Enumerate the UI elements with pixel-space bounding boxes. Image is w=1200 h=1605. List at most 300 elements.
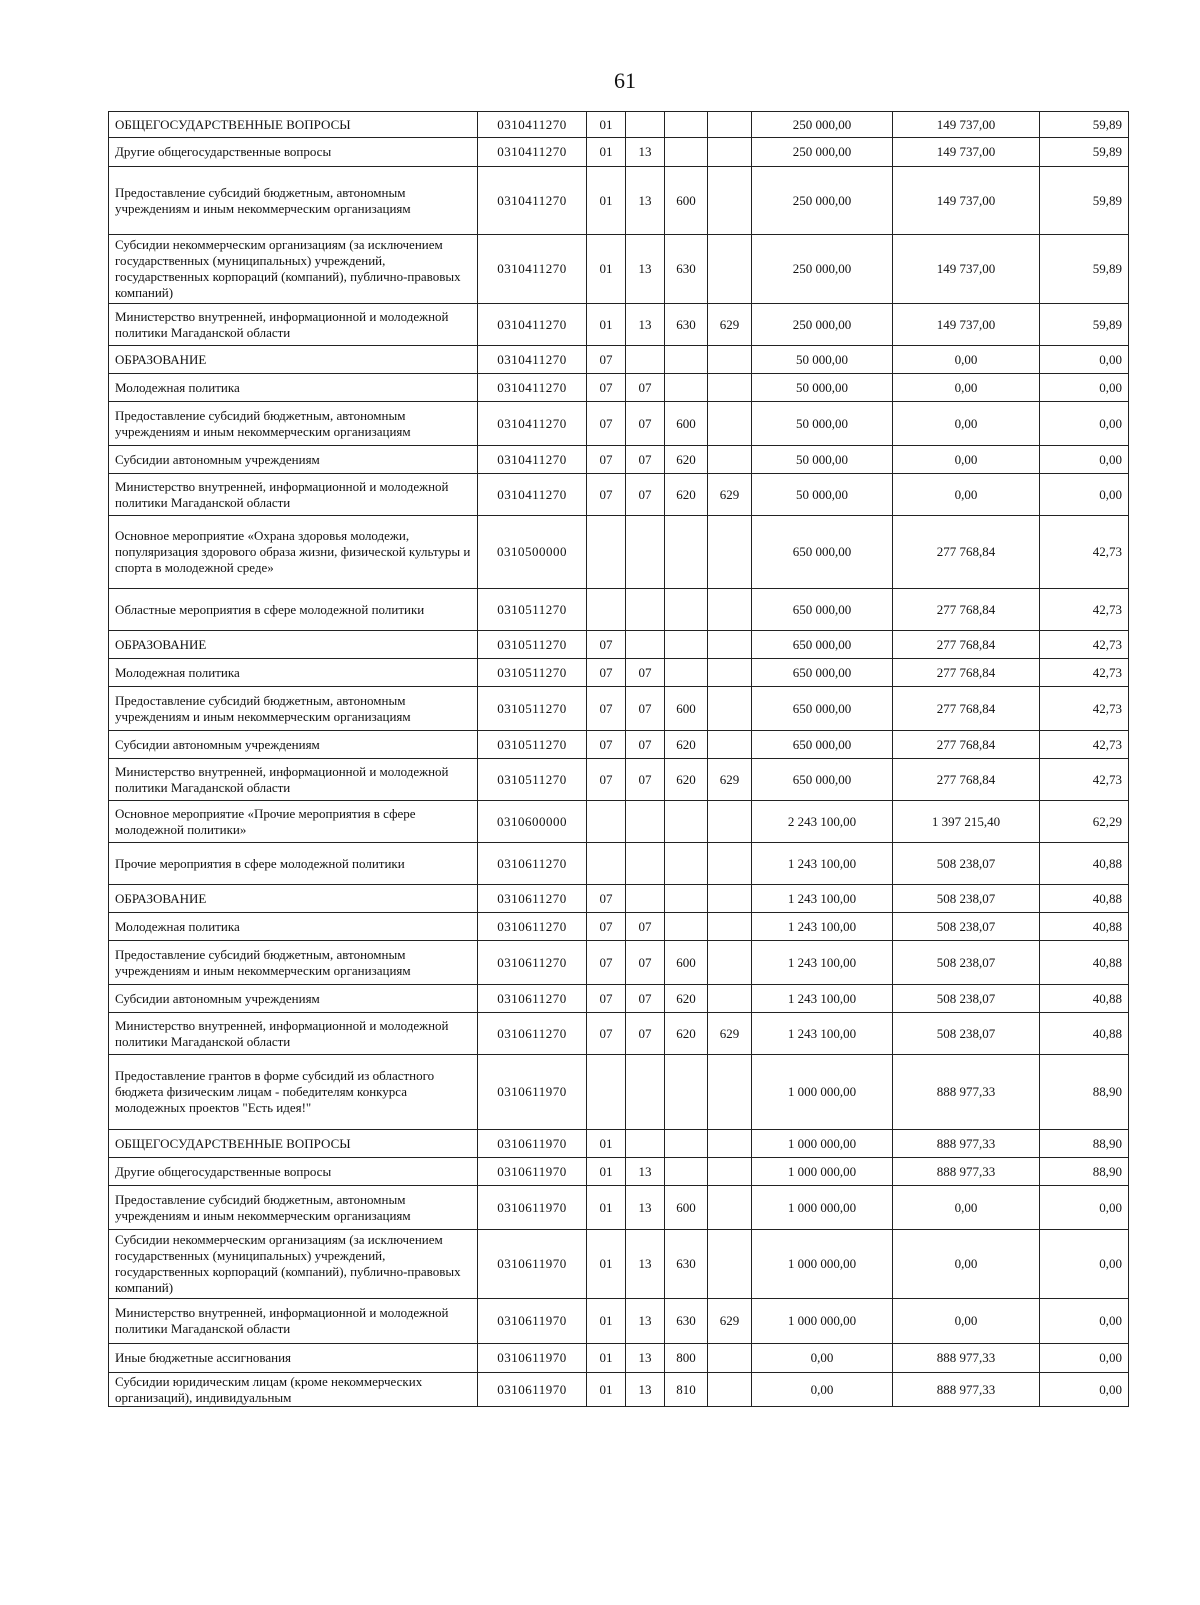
row-name-cell: Субсидии некоммерческим организациям (за исключением государственных (муниципальных) учреждений, государственных корпораций (компаний), публично-правовых компаний): [109, 1230, 478, 1299]
subsection-code-cell: 07: [626, 985, 665, 1013]
table-row: [109, 346, 1129, 374]
section-code-cell: 01: [587, 1299, 626, 1344]
expense-type-cell: 600: [665, 402, 708, 446]
target-article-code-cell: 0310411270: [478, 374, 587, 402]
row-name-cell: Другие общегосударственные вопросы: [109, 138, 478, 167]
execution-percent-cell: 42,73: [1040, 687, 1129, 731]
target-article-code-cell: 0310611270: [478, 843, 587, 885]
target-article-code-cell: 0310511270: [478, 731, 587, 759]
row-name-cell: ОБРАЗОВАНИЕ: [109, 346, 478, 374]
subsection-code-cell: [626, 516, 665, 589]
planned-amount-cell: 650 000,00: [752, 759, 893, 801]
executed-amount-cell: 277 768,84: [893, 516, 1040, 589]
planned-amount-cell: 2 243 100,00: [752, 801, 893, 843]
subsection-code-cell: [626, 631, 665, 659]
section-code-cell: [587, 1055, 626, 1130]
section-code-cell: [587, 801, 626, 843]
target-article-code-cell: 0310611270: [478, 885, 587, 913]
execution-percent-cell: 59,89: [1040, 138, 1129, 167]
table-row: [109, 659, 1129, 687]
table-row: [109, 1230, 1129, 1299]
section-code-cell: 07: [587, 346, 626, 374]
row-name-cell: Субсидии автономным учреждениям: [109, 446, 478, 474]
row-name-cell: ОБРАЗОВАНИЕ: [109, 885, 478, 913]
expense-type-cell: 800: [665, 1344, 708, 1373]
target-article-code-cell: 0310411270: [478, 304, 587, 346]
section-code-cell: 01: [587, 1230, 626, 1299]
administrator-code-cell: [708, 516, 752, 589]
table-row: [109, 516, 1129, 589]
execution-percent-cell: 59,89: [1040, 235, 1129, 304]
row-name-cell: ОБЩЕГОСУДАРСТВЕННЫЕ ВОПРОСЫ: [109, 1130, 478, 1158]
expense-type-cell: [665, 631, 708, 659]
subsection-code-cell: 07: [626, 1013, 665, 1055]
row-name-cell: Субсидии автономным учреждениям: [109, 731, 478, 759]
target-article-code-cell: 0310611270: [478, 941, 587, 985]
executed-amount-cell: 277 768,84: [893, 589, 1040, 631]
execution-percent-cell: 0,00: [1040, 1186, 1129, 1230]
subsection-code-cell: 13: [626, 1230, 665, 1299]
table-row: [109, 589, 1129, 631]
expense-type-cell: 630: [665, 235, 708, 304]
row-name-cell: Другие общегосударственные вопросы: [109, 1158, 478, 1186]
administrator-code-cell: [708, 112, 752, 138]
administrator-code-cell: 629: [708, 304, 752, 346]
executed-amount-cell: 508 238,07: [893, 843, 1040, 885]
section-code-cell: 07: [587, 659, 626, 687]
expense-type-cell: [665, 1158, 708, 1186]
administrator-code-cell: [708, 801, 752, 843]
administrator-code-cell: [708, 731, 752, 759]
row-name-cell: Субсидии некоммерческим организациям (за исключением государственных (муниципальных) учреждений, государственных корпораций (компаний), публично-правовых компаний): [109, 235, 478, 304]
section-code-cell: 07: [587, 885, 626, 913]
table-row: [109, 304, 1129, 346]
executed-amount-cell: 0,00: [893, 1186, 1040, 1230]
executed-amount-cell: 888 977,33: [893, 1055, 1040, 1130]
subsection-code-cell: [626, 885, 665, 913]
expense-type-cell: 620: [665, 759, 708, 801]
administrator-code-cell: [708, 138, 752, 167]
row-name-cell: Предоставление субсидий бюджетным, автономным учреждениям и иным некоммерческим организациям: [109, 1186, 478, 1230]
expense-type-cell: [665, 659, 708, 687]
executed-amount-cell: 508 238,07: [893, 985, 1040, 1013]
administrator-code-cell: 629: [708, 759, 752, 801]
target-article-code-cell: 0310411270: [478, 474, 587, 516]
execution-percent-cell: 88,90: [1040, 1055, 1129, 1130]
execution-percent-cell: 42,73: [1040, 759, 1129, 801]
subsection-code-cell: [626, 589, 665, 631]
execution-percent-cell: 40,88: [1040, 913, 1129, 941]
execution-percent-cell: 42,73: [1040, 659, 1129, 687]
subsection-code-cell: 07: [626, 402, 665, 446]
subsection-code-cell: 07: [626, 941, 665, 985]
expense-type-cell: [665, 1130, 708, 1158]
row-name-cell: Прочие мероприятия в сфере молодежной политики: [109, 843, 478, 885]
table-row: [109, 474, 1129, 516]
row-name-cell: Министерство внутренней, информационной и молодежной политики Магаданской области: [109, 759, 478, 801]
executed-amount-cell: 277 768,84: [893, 731, 1040, 759]
planned-amount-cell: 1 000 000,00: [752, 1130, 893, 1158]
execution-percent-cell: 88,90: [1040, 1158, 1129, 1186]
expense-type-cell: 620: [665, 1013, 708, 1055]
target-article-code-cell: 0310611270: [478, 913, 587, 941]
planned-amount-cell: 1 243 100,00: [752, 941, 893, 985]
section-code-cell: 07: [587, 985, 626, 1013]
administrator-code-cell: [708, 1373, 752, 1407]
subsection-code-cell: [626, 801, 665, 843]
planned-amount-cell: 1 000 000,00: [752, 1055, 893, 1130]
target-article-code-cell: 0310611270: [478, 985, 587, 1013]
subsection-code-cell: 07: [626, 374, 665, 402]
executed-amount-cell: 0,00: [893, 1299, 1040, 1344]
section-code-cell: 01: [587, 304, 626, 346]
executed-amount-cell: 0,00: [893, 402, 1040, 446]
planned-amount-cell: 250 000,00: [752, 235, 893, 304]
table-row: [109, 843, 1129, 885]
table-row: [109, 167, 1129, 235]
expense-type-cell: 620: [665, 446, 708, 474]
executed-amount-cell: 149 737,00: [893, 235, 1040, 304]
planned-amount-cell: 50 000,00: [752, 374, 893, 402]
section-code-cell: 07: [587, 374, 626, 402]
section-code-cell: [587, 516, 626, 589]
table-row: [109, 402, 1129, 446]
planned-amount-cell: 50 000,00: [752, 474, 893, 516]
target-article-code-cell: 0310511270: [478, 589, 587, 631]
table-row: [109, 759, 1129, 801]
administrator-code-cell: 629: [708, 1013, 752, 1055]
executed-amount-cell: 888 977,33: [893, 1130, 1040, 1158]
page-number: 61: [614, 68, 636, 93]
row-name-cell: Предоставление субсидий бюджетным, автономным учреждениям и иным некоммерческим организациям: [109, 687, 478, 731]
target-article-code-cell: 0310611970: [478, 1130, 587, 1158]
target-article-code-cell: 0310611970: [478, 1344, 587, 1373]
section-code-cell: 07: [587, 474, 626, 516]
subsection-code-cell: 13: [626, 235, 665, 304]
execution-percent-cell: 62,29: [1040, 801, 1129, 843]
expense-type-cell: 600: [665, 687, 708, 731]
target-article-code-cell: 0310611970: [478, 1055, 587, 1130]
executed-amount-cell: 508 238,07: [893, 885, 1040, 913]
section-code-cell: 01: [587, 138, 626, 167]
section-code-cell: 01: [587, 1344, 626, 1373]
row-name-cell: Предоставление грантов в форме субсидий из областного бюджета физическим лицам - победителям конкурса молодежных проектов "Есть идея!": [109, 1055, 478, 1130]
table-row: [109, 631, 1129, 659]
execution-percent-cell: 0,00: [1040, 374, 1129, 402]
expense-type-cell: 600: [665, 941, 708, 985]
executed-amount-cell: 0,00: [893, 374, 1040, 402]
executed-amount-cell: 149 737,00: [893, 304, 1040, 346]
row-name-cell: Министерство внутренней, информационной и молодежной политики Магаданской области: [109, 1299, 478, 1344]
execution-percent-cell: 59,89: [1040, 304, 1129, 346]
table-row: [109, 1186, 1129, 1230]
execution-percent-cell: 59,89: [1040, 167, 1129, 235]
expense-type-cell: 810: [665, 1373, 708, 1407]
planned-amount-cell: 0,00: [752, 1373, 893, 1407]
section-code-cell: 07: [587, 687, 626, 731]
executed-amount-cell: 277 768,84: [893, 687, 1040, 731]
execution-percent-cell: 42,73: [1040, 731, 1129, 759]
planned-amount-cell: 650 000,00: [752, 687, 893, 731]
subsection-code-cell: 07: [626, 474, 665, 516]
administrator-code-cell: [708, 687, 752, 731]
table-row: [109, 446, 1129, 474]
subsection-code-cell: 07: [626, 659, 665, 687]
planned-amount-cell: 1 243 100,00: [752, 885, 893, 913]
administrator-code-cell: [708, 985, 752, 1013]
executed-amount-cell: 149 737,00: [893, 138, 1040, 167]
administrator-code-cell: 629: [708, 474, 752, 516]
table-row: [109, 1055, 1129, 1130]
planned-amount-cell: 50 000,00: [752, 402, 893, 446]
executed-amount-cell: 0,00: [893, 474, 1040, 516]
row-name-cell: Молодежная политика: [109, 374, 478, 402]
target-article-code-cell: 0310611970: [478, 1373, 587, 1407]
target-article-code-cell: 0310511270: [478, 659, 587, 687]
execution-percent-cell: 40,88: [1040, 1013, 1129, 1055]
subsection-code-cell: 13: [626, 304, 665, 346]
target-article-code-cell: 0310411270: [478, 138, 587, 167]
execution-percent-cell: 0,00: [1040, 1373, 1129, 1407]
administrator-code-cell: [708, 913, 752, 941]
expense-type-cell: 600: [665, 1186, 708, 1230]
executed-amount-cell: 508 238,07: [893, 941, 1040, 985]
executed-amount-cell: 0,00: [893, 446, 1040, 474]
administrator-code-cell: [708, 631, 752, 659]
execution-percent-cell: 0,00: [1040, 474, 1129, 516]
expense-type-cell: [665, 885, 708, 913]
execution-percent-cell: 0,00: [1040, 346, 1129, 374]
executed-amount-cell: 277 768,84: [893, 631, 1040, 659]
table-row: [109, 801, 1129, 843]
administrator-code-cell: [708, 941, 752, 985]
section-code-cell: 01: [587, 112, 626, 138]
planned-amount-cell: 1 000 000,00: [752, 1186, 893, 1230]
administrator-code-cell: [708, 589, 752, 631]
subsection-code-cell: 13: [626, 138, 665, 167]
planned-amount-cell: 1 000 000,00: [752, 1230, 893, 1299]
administrator-code-cell: [708, 1230, 752, 1299]
target-article-code-cell: 0310611970: [478, 1186, 587, 1230]
planned-amount-cell: 50 000,00: [752, 446, 893, 474]
row-name-cell: Основное мероприятие «Прочие мероприятия в сфере молодежной политики»: [109, 801, 478, 843]
subsection-code-cell: 07: [626, 759, 665, 801]
target-article-code-cell: 0310611970: [478, 1230, 587, 1299]
row-name-cell: Молодежная политика: [109, 913, 478, 941]
expense-type-cell: 620: [665, 731, 708, 759]
row-name-cell: ОБРАЗОВАНИЕ: [109, 631, 478, 659]
planned-amount-cell: 1 243 100,00: [752, 843, 893, 885]
execution-percent-cell: 59,89: [1040, 112, 1129, 138]
subsection-code-cell: 07: [626, 687, 665, 731]
execution-percent-cell: 0,00: [1040, 446, 1129, 474]
section-code-cell: 01: [587, 235, 626, 304]
planned-amount-cell: 650 000,00: [752, 731, 893, 759]
table-row: [109, 885, 1129, 913]
table-row: [109, 913, 1129, 941]
planned-amount-cell: 650 000,00: [752, 631, 893, 659]
subsection-code-cell: [626, 112, 665, 138]
planned-amount-cell: 1 243 100,00: [752, 985, 893, 1013]
target-article-code-cell: 0310411270: [478, 402, 587, 446]
section-code-cell: 01: [587, 1158, 626, 1186]
target-article-code-cell: 0310611270: [478, 1013, 587, 1055]
planned-amount-cell: 650 000,00: [752, 589, 893, 631]
planned-amount-cell: 0,00: [752, 1344, 893, 1373]
planned-amount-cell: 250 000,00: [752, 304, 893, 346]
row-name-cell: Областные мероприятия в сфере молодежной политики: [109, 589, 478, 631]
executed-amount-cell: 0,00: [893, 1230, 1040, 1299]
execution-percent-cell: 40,88: [1040, 885, 1129, 913]
executed-amount-cell: 508 238,07: [893, 1013, 1040, 1055]
target-article-code-cell: 0310511270: [478, 759, 587, 801]
expense-type-cell: [665, 346, 708, 374]
subsection-code-cell: 07: [626, 731, 665, 759]
section-code-cell: 07: [587, 913, 626, 941]
table-row: [109, 985, 1129, 1013]
subsection-code-cell: 13: [626, 1299, 665, 1344]
target-article-code-cell: 0310411270: [478, 112, 587, 138]
row-name-cell: Основное мероприятие «Охрана здоровья молодежи, популяризация здорового образа жизни, физической культуры и спорта в молодежной среде»: [109, 516, 478, 589]
expense-type-cell: [665, 374, 708, 402]
expense-type-cell: [665, 913, 708, 941]
execution-percent-cell: 40,88: [1040, 843, 1129, 885]
row-name-cell: ОБЩЕГОСУДАРСТВЕННЫЕ ВОПРОСЫ: [109, 112, 478, 138]
administrator-code-cell: [708, 885, 752, 913]
subsection-code-cell: [626, 843, 665, 885]
table-body: [109, 112, 1129, 1407]
administrator-code-cell: [708, 1344, 752, 1373]
expense-type-cell: 630: [665, 1299, 708, 1344]
administrator-code-cell: [708, 659, 752, 687]
section-code-cell: 07: [587, 1013, 626, 1055]
planned-amount-cell: 1 000 000,00: [752, 1299, 893, 1344]
section-code-cell: 07: [587, 941, 626, 985]
target-article-code-cell: 0310500000: [478, 516, 587, 589]
row-name-cell: Предоставление субсидий бюджетным, автономным учреждениям и иным некоммерческим организациям: [109, 402, 478, 446]
subsection-code-cell: [626, 1130, 665, 1158]
expense-type-cell: 630: [665, 1230, 708, 1299]
planned-amount-cell: 1 243 100,00: [752, 1013, 893, 1055]
budget-table-container: [108, 111, 1129, 1407]
subsection-code-cell: [626, 346, 665, 374]
subsection-code-cell: 13: [626, 167, 665, 235]
administrator-code-cell: 629: [708, 1299, 752, 1344]
table-row: [109, 731, 1129, 759]
section-code-cell: 07: [587, 731, 626, 759]
execution-percent-cell: 0,00: [1040, 1344, 1129, 1373]
execution-percent-cell: 40,88: [1040, 985, 1129, 1013]
row-name-cell: Предоставление субсидий бюджетным, автономным учреждениям и иным некоммерческим организациям: [109, 941, 478, 985]
target-article-code-cell: 0310411270: [478, 346, 587, 374]
administrator-code-cell: [708, 1186, 752, 1230]
section-code-cell: 01: [587, 1130, 626, 1158]
row-name-cell: Министерство внутренней, информационной и молодежной политики Магаданской области: [109, 304, 478, 346]
planned-amount-cell: 1 243 100,00: [752, 913, 893, 941]
table-row: [109, 1373, 1129, 1407]
expense-type-cell: [665, 1055, 708, 1130]
row-name-cell: Министерство внутренней, информационной и молодежной политики Магаданской области: [109, 474, 478, 516]
administrator-code-cell: [708, 1055, 752, 1130]
executed-amount-cell: 149 737,00: [893, 112, 1040, 138]
target-article-code-cell: 0310600000: [478, 801, 587, 843]
administrator-code-cell: [708, 402, 752, 446]
row-name-cell: Министерство внутренней, информационной и молодежной политики Магаданской области: [109, 1013, 478, 1055]
section-code-cell: 07: [587, 446, 626, 474]
administrator-code-cell: [708, 446, 752, 474]
row-name-cell: Субсидии автономным учреждениям: [109, 985, 478, 1013]
expense-type-cell: 620: [665, 985, 708, 1013]
table-row: [109, 138, 1129, 167]
section-code-cell: 07: [587, 402, 626, 446]
administrator-code-cell: [708, 346, 752, 374]
table-row: [109, 687, 1129, 731]
execution-percent-cell: 40,88: [1040, 941, 1129, 985]
planned-amount-cell: 650 000,00: [752, 516, 893, 589]
subsection-code-cell: 07: [626, 446, 665, 474]
expense-type-cell: [665, 138, 708, 167]
execution-percent-cell: 42,73: [1040, 631, 1129, 659]
executed-amount-cell: 277 768,84: [893, 759, 1040, 801]
expense-type-cell: 600: [665, 167, 708, 235]
subsection-code-cell: 13: [626, 1344, 665, 1373]
planned-amount-cell: 250 000,00: [752, 112, 893, 138]
table-row: [109, 1013, 1129, 1055]
target-article-code-cell: 0310411270: [478, 235, 587, 304]
administrator-code-cell: [708, 1130, 752, 1158]
section-code-cell: 07: [587, 631, 626, 659]
planned-amount-cell: 50 000,00: [752, 346, 893, 374]
execution-percent-cell: 0,00: [1040, 1230, 1129, 1299]
target-article-code-cell: 0310511270: [478, 631, 587, 659]
planned-amount-cell: 650 000,00: [752, 659, 893, 687]
row-name-cell: Предоставление субсидий бюджетным, автономным учреждениям и иным некоммерческим организациям: [109, 167, 478, 235]
executed-amount-cell: 1 397 215,40: [893, 801, 1040, 843]
table-row: [109, 941, 1129, 985]
expense-type-cell: [665, 589, 708, 631]
executed-amount-cell: 508 238,07: [893, 913, 1040, 941]
execution-percent-cell: 42,73: [1040, 516, 1129, 589]
executed-amount-cell: 149 737,00: [893, 167, 1040, 235]
row-name-cell: Субсидии юридическим лицам (кроме некоммерческих организаций), индивидуальным: [109, 1373, 478, 1407]
subsection-code-cell: 13: [626, 1158, 665, 1186]
executed-amount-cell: 277 768,84: [893, 659, 1040, 687]
row-name-cell: Молодежная политика: [109, 659, 478, 687]
section-code-cell: [587, 843, 626, 885]
expense-type-cell: [665, 112, 708, 138]
administrator-code-cell: [708, 235, 752, 304]
table-row: [109, 1299, 1129, 1344]
subsection-code-cell: 13: [626, 1186, 665, 1230]
expense-type-cell: [665, 516, 708, 589]
section-code-cell: 01: [587, 1186, 626, 1230]
executed-amount-cell: 888 977,33: [893, 1344, 1040, 1373]
table-row: [109, 235, 1129, 304]
expense-type-cell: [665, 801, 708, 843]
execution-percent-cell: 42,73: [1040, 589, 1129, 631]
administrator-code-cell: [708, 374, 752, 402]
budget-execution-table: [108, 111, 1129, 1407]
table-row: [109, 1130, 1129, 1158]
planned-amount-cell: 250 000,00: [752, 138, 893, 167]
section-code-cell: 01: [587, 1373, 626, 1407]
administrator-code-cell: [708, 1158, 752, 1186]
table-row: [109, 1158, 1129, 1186]
planned-amount-cell: 250 000,00: [752, 167, 893, 235]
expense-type-cell: 620: [665, 474, 708, 516]
target-article-code-cell: 0310611970: [478, 1158, 587, 1186]
section-code-cell: 07: [587, 759, 626, 801]
